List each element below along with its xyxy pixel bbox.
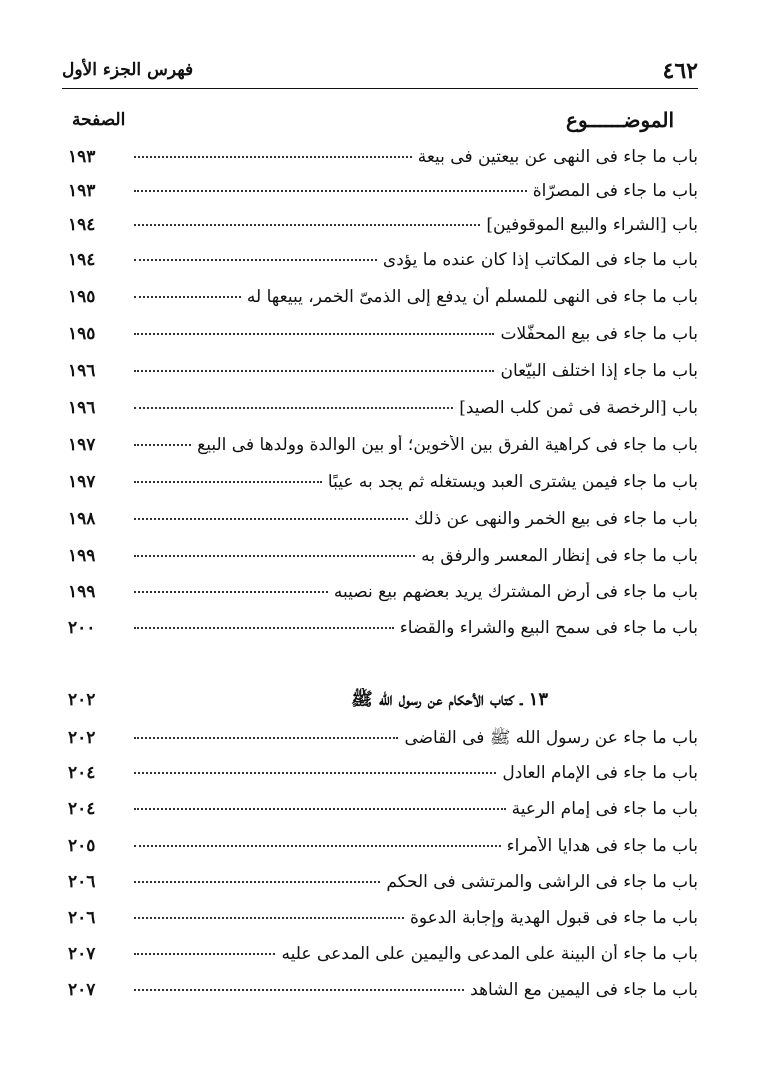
entry-title: باب ما جاء فى بيع المحفَّلات <box>500 324 698 344</box>
entry-title: باب ما جاء فى إنظار المعسر والرفق به <box>421 546 698 566</box>
dot-leader <box>134 590 328 593</box>
dot-leader <box>134 554 415 557</box>
dot-leader <box>134 988 464 991</box>
entry-title: باب ما جاء فى اليمين مع الشاهد <box>470 980 698 1000</box>
entry-page: ٢٠٦ <box>68 908 96 928</box>
entry-page: ٢٠٠ <box>68 618 96 638</box>
toc-entry <box>62 908 698 938</box>
entry-title: باب ما جاء عن رسول الله ﷺ فى القاضى <box>404 728 698 748</box>
entry-page: ٢٠٤ <box>68 799 96 819</box>
toc-entry <box>62 181 698 211</box>
entry-page: ١٩٩ <box>68 546 96 566</box>
entry-title: باب ما جاء فى المكاتب إذا كان عنده ما يؤدى <box>382 250 698 270</box>
entry-page: ٢٠٥ <box>68 836 96 856</box>
entry-page: ١٩٣ <box>68 147 96 167</box>
entry-title: باب ما جاء فى أرض المشترك يريد بعضهم بيع نصيبه <box>333 582 698 602</box>
toc-entry <box>62 799 698 829</box>
toc-entry <box>62 618 698 648</box>
entry-title: باب ما جاء فى قبول الهدية وإجابة الدعوة <box>409 908 698 928</box>
entry-title: باب ما جاء أن البينة على المدعى واليمين على المدعى عليه <box>281 944 698 964</box>
entry-title: باب ما جاء فى هدايا الأمراء <box>506 836 698 856</box>
entry-page: ١٩٦ <box>68 361 96 381</box>
dot-leader <box>134 295 241 298</box>
entry-title: باب ما جاء فى الإمام العادل <box>502 763 698 783</box>
entry-page: ١٩٦ <box>68 398 96 418</box>
entry-title: باب ما جاء فى النهى عن بيعتين فى بيعة <box>417 147 698 167</box>
entry-page: ١٩٥ <box>68 287 96 307</box>
toc-entry <box>62 727 698 757</box>
entry-page: ٢٠٤ <box>68 763 96 783</box>
dot-leader <box>134 952 275 955</box>
toc-entry <box>62 398 698 428</box>
entry-page: ١٩٧ <box>68 435 96 455</box>
entry-title: باب ما جاء فى بيع الخمر والنهى عن ذلك <box>414 509 698 529</box>
dot-leader <box>134 880 380 883</box>
toc-entry <box>62 582 698 612</box>
dot-leader <box>134 916 404 919</box>
toc-entry <box>62 980 698 1010</box>
section-page: ٢٠٢ <box>68 690 96 710</box>
dot-leader <box>134 443 191 446</box>
entry-title: باب ما جاء فى كراهية الفرق بين الأخوين؛ أو بين الوالدة وولدها فى البيع <box>197 435 698 455</box>
column-headings <box>62 108 698 136</box>
entry-page: ٢٠٧ <box>68 944 96 964</box>
entry-page: ١٩٤ <box>68 215 96 235</box>
toc-entry <box>62 509 698 539</box>
entry-page: ٢٠٦ <box>68 872 96 892</box>
page-heading: الصفحة <box>72 110 126 130</box>
dot-leader <box>134 258 377 261</box>
dot-leader <box>134 155 412 158</box>
toc-entry <box>62 287 698 317</box>
header-title: فهرس الجزء الأول <box>62 60 194 80</box>
entry-page: ١٩٤ <box>68 250 96 270</box>
running-header <box>62 56 698 89</box>
toc-entry <box>62 872 698 902</box>
entry-title: باب ما جاء فى الراشى والمرتشى فى الحكم <box>386 872 698 892</box>
dot-leader <box>134 223 480 226</box>
dot-leader <box>134 807 506 810</box>
section-title: ١٣ ـ كتاب الأحكام عن رسول الله ﷺ <box>351 689 548 710</box>
toc-entry <box>62 250 698 280</box>
dot-leader <box>134 771 496 774</box>
dot-leader <box>134 626 394 629</box>
entry-page: ١٩٣ <box>68 181 96 201</box>
entry-title: باب ما جاء فيمن يشترى العبد ويستغله ثم يجد به عيبًا <box>327 472 698 492</box>
entry-title: باب [الرخصة فى ثمن كلب الصيد] <box>459 398 698 418</box>
dot-leader <box>134 844 501 847</box>
dot-leader <box>134 369 494 372</box>
entry-title: باب ما جاء فى سمح البيع والشراء والقضاء <box>399 618 698 638</box>
toc-entry <box>62 836 698 866</box>
entry-title: باب [الشراء والبيع الموقوفين] <box>486 215 698 235</box>
toc-entry <box>62 546 698 576</box>
dot-leader <box>134 189 527 192</box>
toc-entry <box>62 472 698 502</box>
entry-page: ٢٠٢ <box>68 728 96 748</box>
toc-entry <box>62 147 698 177</box>
entry-title: باب ما جاء فى النهى للمسلم أن يدفع إلى الذمىّ الخمر، يبيعها له <box>246 287 698 307</box>
toc-entry <box>62 215 698 245</box>
entry-title: باب ما جاء إذا اختلف البيّعان <box>500 361 698 381</box>
toc-entry <box>62 944 698 974</box>
toc-entry <box>62 763 698 793</box>
dot-leader <box>134 517 408 520</box>
entry-page: ١٩٩ <box>68 582 96 602</box>
toc-entry <box>62 435 698 465</box>
toc-entry <box>62 361 698 391</box>
entry-page: ١٩٧ <box>68 472 96 492</box>
subject-heading: الموضــــــوع <box>566 108 674 132</box>
page-number: ٤٦٢ <box>662 58 698 84</box>
dot-leader <box>134 736 398 739</box>
entry-page: ١٩٥ <box>68 324 96 344</box>
entry-title: باب ما جاء فى المصرّاة <box>532 181 698 201</box>
dot-leader <box>134 406 453 409</box>
entry-page: ١٩٨ <box>68 509 96 529</box>
toc-entry <box>62 324 698 354</box>
dot-leader <box>134 332 494 335</box>
entry-page: ٢٠٧ <box>68 980 96 1000</box>
dot-leader <box>134 480 322 483</box>
section-heading <box>62 688 698 718</box>
entry-title: باب ما جاء فى إمام الرعية <box>511 799 698 819</box>
